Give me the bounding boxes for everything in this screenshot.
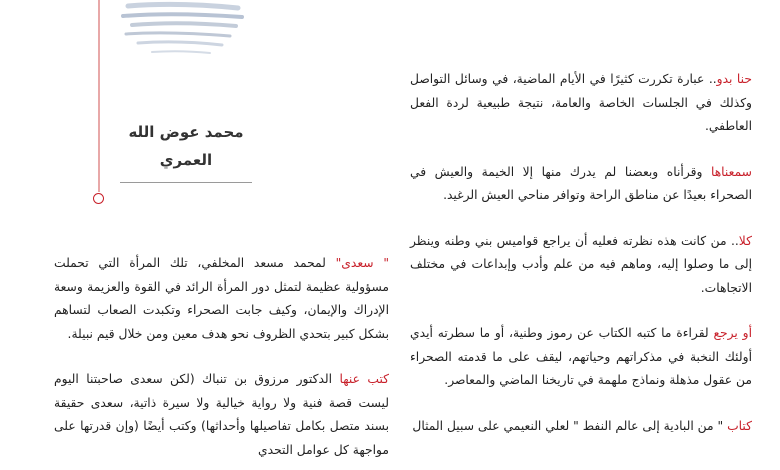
paragraph bbox=[410, 68, 752, 139]
paragraph bbox=[54, 252, 389, 346]
paragraph-text: لمحمد مسعد المخلفي، تلك المرأة التي تحملت مسؤولية عظيمة لتمثل دور المرأة الرائد في القوة والعزيمة وسعة الإدراك والإيمان، وكيف جابت الصحراء وتكبدت الصعاب لتساهم بشكل كبير بتحدي الظروف نحو هدف معين ومن خلال قيم نبيلة. bbox=[54, 256, 389, 341]
paragraph-lead: كلا bbox=[738, 233, 752, 248]
paragraph-lead: حنا بدو bbox=[716, 72, 752, 86]
decorative-vertical-line bbox=[98, 0, 100, 192]
author-underline bbox=[120, 182, 252, 183]
article-column-left bbox=[54, 252, 389, 470]
paragraph-text: الدكتور مرزوق بن تنباك (لكن سعدى صاحبتنا اليوم ليست قصة فنية ولا رواية خيالية ولا سيرة ذاتية، سعدى حقيقة بسند متصل بكامل تفاصيلها وأحداثها) وكتب أيضًا (وإن قدرتها على مواجهة كل عوامل التحدي bbox=[54, 372, 389, 457]
paragraph-lead: " سعدى" bbox=[335, 256, 389, 270]
paragraph bbox=[410, 415, 752, 439]
paragraph bbox=[410, 230, 752, 301]
author-name bbox=[120, 118, 252, 174]
decorative-circle bbox=[93, 193, 104, 204]
paragraph-text: وقرأناه وبعضنا لم يدرك منها إلا الخيمة والعيش في الصحراء بعيدًا عن مناطق الراحة وتوافر مناحي العيش الرغيد. bbox=[410, 164, 752, 202]
paragraph-text: " من البادية إلى عالم النفط " لعلي النعيمي على سبيل المثال bbox=[412, 418, 728, 433]
paragraph bbox=[410, 161, 752, 208]
paragraph-lead: سمعناها bbox=[710, 164, 752, 179]
article-column-right bbox=[410, 68, 752, 460]
brush-stroke-decoration bbox=[118, 0, 248, 60]
paragraph-lead: كتب عنها bbox=[339, 372, 390, 386]
paragraph bbox=[410, 322, 752, 393]
author-name-line-1: محمد عوض الله bbox=[128, 123, 244, 141]
author-name-line-2: العمري bbox=[159, 151, 213, 169]
paragraph bbox=[54, 368, 389, 462]
paragraph-text: لقراءة ما كتبه الكتاب عن رموز وطنية، أو ما سطرته أيدي أولئك النخبة في مذكراتهم وحياتهم، ليقف على ما قدمته الصحراء من عقول مذهلة ونماذج ملهمة في تاريخنا الماضي والمعاصر. bbox=[410, 326, 752, 387]
paragraph-lead: أو يرجع bbox=[713, 326, 752, 340]
paragraph-lead: كتاب bbox=[727, 418, 752, 433]
paragraph-text: .. من كانت هذه نظرته فعليه أن يراجع قواميس بني وطنه وينظر إلى ما وصلوا إليه، وماهم فيه من علم وأدب وإبداعات في مختلف الاتجاهات. bbox=[410, 233, 752, 295]
paragraph-text: .. عبارة تكررت كثيرًا في الأيام الماضية، في وسائل التواصل وكذلك في الجلسات الخاصة والعامة، نتيجة طبيعية لردة الفعل العاطفي. bbox=[410, 72, 752, 133]
